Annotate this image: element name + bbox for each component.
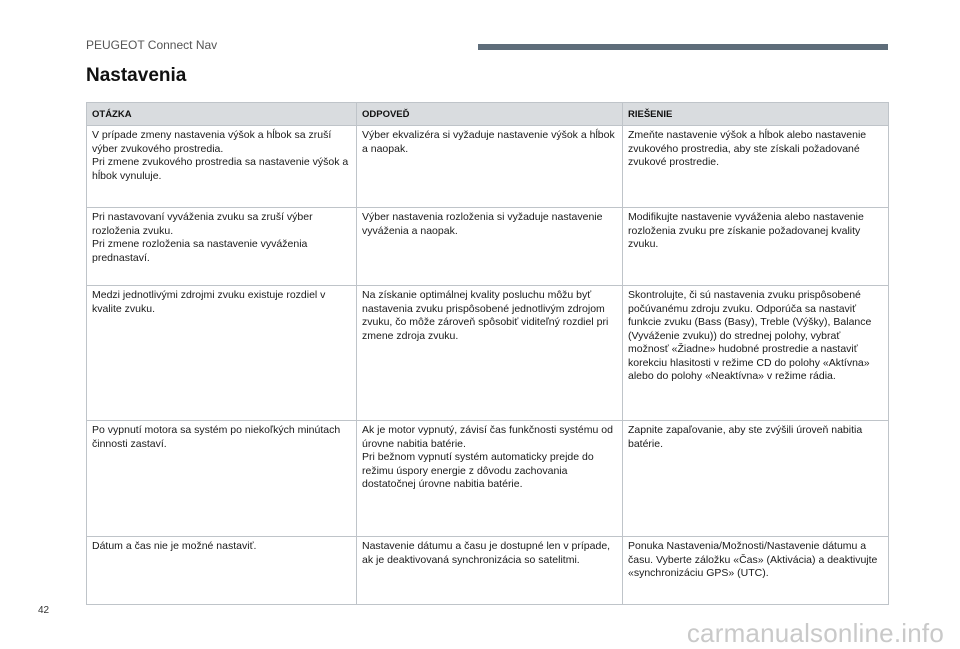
page-title: Nastavenia [86, 65, 187, 86]
cell-question: Po vypnutí motora sa systém po niekoľkých minútach činnosti zastaví. [87, 421, 357, 537]
cell-question: V prípade zmeny nastavenia výšok a hĺbok sa zruší výber zvukového prostredia. Pri zmene zvukového prostredia sa nastavenie výšok a hĺbok vynuluje. [87, 126, 357, 208]
cell-answer: Výber nastavenia rozloženia si vyžaduje nastavenie vyváženia a naopak. [357, 208, 623, 286]
cell-answer: Výber ekvalizéra si vyžaduje nastavenie výšok a hĺbok a naopak. [357, 126, 623, 208]
column-header-answer: ODPOVEĎ [357, 103, 623, 126]
table-row [87, 126, 889, 208]
column-header-solution: RIEŠENIE [623, 103, 889, 126]
cell-solution: Zmeňte nastavenie výšok a hĺbok alebo nastavenie zvukového prostredia, aby ste získali požadované zvukové prostredie. [623, 126, 889, 208]
column-header-question: OTÁZKA [87, 103, 357, 126]
page-number: 42 [38, 605, 50, 616]
cell-question: Dátum a čas nie je možné nastaviť. [87, 537, 357, 605]
cell-solution: Zapnite zapaľovanie, aby ste zvýšili úroveň nabitia batérie. [623, 421, 889, 537]
cell-solution: Ponuka Nastavenia/Možnosti/Nastavenie dátumu a času. Vyberte záložku «Čas» (Aktivácia) a deaktivujte «synchronizáciu GPS» (UTC). [623, 537, 889, 605]
cell-answer: Na získanie optimálnej kvality posluchu môžu byť nastavenia zvuku prispôsobené jednotlivým zdrojom zvuku, čo môže zároveň spôsobiť viditeľný rozdiel pri zmene zdroja zvuku. [357, 286, 623, 421]
table-row [87, 537, 889, 605]
cell-solution: Skontrolujte, či sú nastavenia zvuku prispôsobené počúvanému zdroju zvuku. Odporúča sa nastaviť funkcie zvuku (Bass (Basy), Treble (Výšky), Balance (Vyváženie zvuku)) do strednej polohy, vybrať možnosť «Žiadne» hudobné prostredie a nastaviť korekciu hlasitosti v režime CD do polohy «Aktívna» alebo do polohy «Neaktívna» v režime rádia. [623, 286, 889, 421]
table-row [87, 421, 889, 537]
running-header: PEUGEOT Connect Nav [86, 38, 218, 52]
table-header-row [87, 103, 889, 126]
cell-solution: Modifikujte nastavenie vyváženia alebo nastavenie rozloženia zvuku pre získanie požadovanej kvality zvuku. [623, 208, 889, 286]
table-row [87, 208, 889, 286]
header-divider-bar [478, 44, 888, 50]
cell-answer: Nastavenie dátumu a času je dostupné len v prípade, ak je deaktivovaná synchronizácia so satelitmi. [357, 537, 623, 605]
cell-question: Medzi jednotlivými zdrojmi zvuku existuje rozdiel v kvalite zvuku. [87, 286, 357, 421]
cell-answer: Ak je motor vypnutý, závisí čas funkčnosti systému od úrovne nabitia batérie. Pri bežnom vypnutí systém automaticky prejde do režimu úspory energie z dôvodu zachovania dostatočnej úrovne nabitia batérie. [357, 421, 623, 537]
troubleshooting-table [86, 102, 889, 605]
cell-question: Pri nastavovaní vyváženia zvuku sa zruší výber rozloženia zvuku. Pri zmene rozloženia sa nastavenie vyváženia prednastaví. [87, 208, 357, 286]
watermark: carmanualsonline.info [686, 618, 944, 648]
table-row [87, 286, 889, 421]
